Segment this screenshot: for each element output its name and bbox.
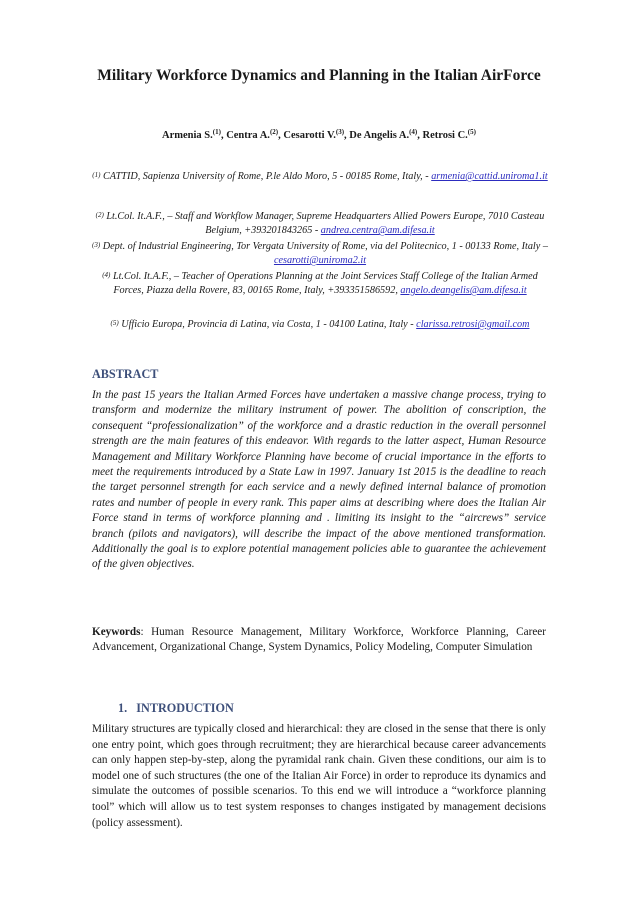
affiliation-mark: (5) bbox=[110, 319, 119, 327]
author: Centra A.$^{(2)}$, bbox=[226, 128, 284, 141]
abstract-heading: ABSTRACT bbox=[92, 367, 159, 381]
affiliation-text: CATTID, Sapienza University of Rome, P.le Aldo Moro, 5 - 00185 Rome, Italy, - bbox=[102, 171, 432, 182]
affiliation-email-link[interactable]: angelo.deangelis@am.difesa.it bbox=[400, 285, 527, 296]
affiliation-mark: (2) bbox=[95, 211, 104, 219]
affiliation-email-link[interactable]: cesarotti@uniroma2.it bbox=[273, 255, 367, 266]
affiliation-text: Ufficio Europa, Provincia di Latina, via Costa, 1 - 04100 Latina, Italy - bbox=[121, 319, 417, 330]
affiliation-email-link[interactable]: andrea.centra@am.difesa.it bbox=[320, 225, 435, 236]
affiliation-mark: (1) bbox=[92, 171, 101, 179]
introduction-heading: 1. INTRODUCTION bbox=[118, 701, 234, 715]
author-list bbox=[92, 130, 546, 141]
affiliation-mark: (3) bbox=[92, 241, 101, 249]
affiliation-text: Lt.Col. It.A.F., – Teacher of Operations Planning at the Joint Services Staff College of the Italian Armed Forces, Piazza della Rovere, 83, 00165 Rome, Italy, +393351586592, bbox=[112, 271, 538, 296]
affiliation bbox=[86, 210, 554, 238]
author: De Angelis A.$^{(4)}$, bbox=[349, 128, 423, 141]
abstract-body: In the past 15 years the Italian Armed Forces have undertaken a massive change process, trying to transform and modernize the military instrument of power. The abolition of conscription, the consequent “professionalization” of the workforce and a drastic reduction in the overall personnel strength are the main features of this endeavor. With regards to the latter aspect, Human Resource Management and Military Workforce Planning have become of crucial importance in the efforts to meet the requirements introduced by a State Law in 1997. January 1st 2015 is the deadline to reach the target personnel strength for each service and a newly defined internal balance of promotion rates and number of people in every rank. This paper aims at describing where does the Italian Air Force stand in terms of workforce planning and . limiting its insight to the “aircrews” service branch (pilots and navigators), will describe the impact of the above mentioned transformation. Additionally the goal is to explore potential management policies able to guarantee the achievement of the given objectives. bbox=[92, 389, 546, 571]
author: Cesarotti V.$^{(3)}$, bbox=[283, 128, 350, 141]
author: Retrosi C.$^{(5)}$ bbox=[422, 128, 476, 141]
affiliation-mark: (4) bbox=[102, 271, 111, 279]
affiliation bbox=[86, 170, 554, 184]
affiliation bbox=[86, 270, 554, 298]
affiliation bbox=[86, 318, 554, 332]
author: Armenia S.$^{(1)}$, bbox=[162, 128, 227, 141]
paper-title: Military Workforce Dynamics and Planning in the Italian AirForce bbox=[97, 67, 541, 84]
keywords-paragraph bbox=[92, 625, 546, 656]
affiliation bbox=[86, 240, 554, 268]
affiliation-email-link[interactable]: clarissa.retrosi@gmail.com bbox=[416, 319, 530, 330]
introduction-body: Military structures are typically closed and hierarchical: they are closed in the sense that there is only one entry point, which goes through recruitment; they are hierarchical because career advancements can only happen step-by-step, along the pyramidal rank chain. Given these conditions, our aim is to model one of such structures (the one of the Italian Air Force) in order to reproduce its dynamics and simulate the outcomes of possible scenarios. To this end we will introduce a “workforce planning tool” which will allow us to test system responses to changes instigated by management decisions (policy assessment). bbox=[92, 723, 546, 829]
keywords-label: Keywords bbox=[92, 626, 141, 638]
affiliation-text: Dept. of Industrial Engineering, Tor Vergata University of Rome, via del Politecnico, 1 - 00133 Rome, Italy – bbox=[102, 241, 548, 252]
affiliation-email-link[interactable]: armenia@cattid.uniroma1.it bbox=[431, 171, 548, 182]
keywords-text: : Human Resource Management, Military Workforce, Workforce Planning, Career Advancement, Organizational Change, System Dynamics, Policy Modeling, Computer Simulation bbox=[92, 626, 546, 654]
affiliation-text: Lt.Col. It.A.F., – Staff and Workflow Manager, Supreme Headquarters Allied Powers Europe, 7010 Casteau Belgium, +393201843265 - bbox=[106, 211, 545, 236]
